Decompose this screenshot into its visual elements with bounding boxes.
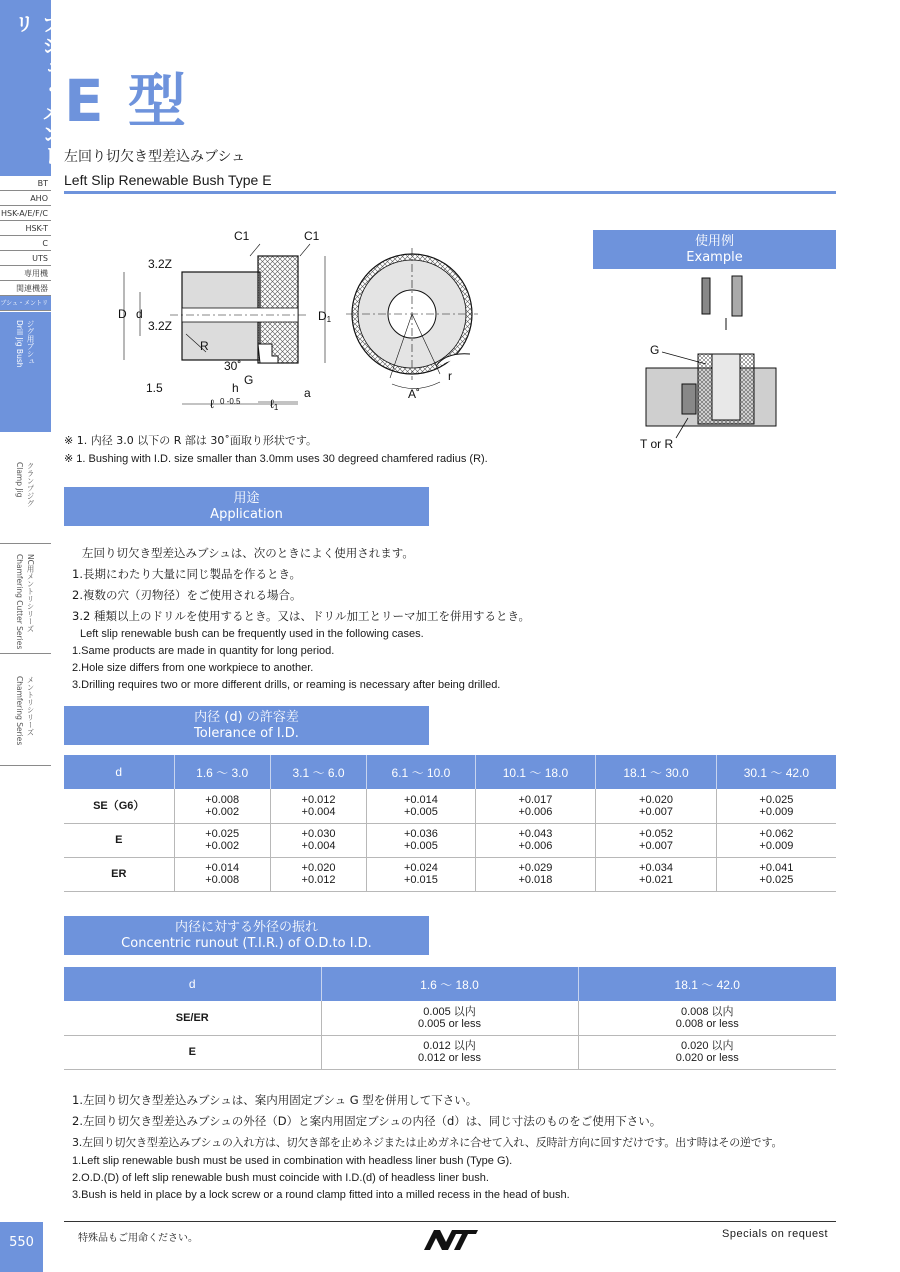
label-c1-right: C1 (304, 229, 320, 243)
sidebar-item-aho[interactable]: AHO (0, 191, 51, 206)
table-cell: +0.041 +0.025 (716, 857, 836, 891)
row-header: SE/ER (64, 1001, 321, 1035)
usage-notes-en (72, 1153, 570, 1204)
table-row (64, 789, 836, 823)
label-roughness-top: 3.2Z (148, 257, 173, 271)
table-cell: +0.017 +0.006 (475, 789, 596, 823)
label-roughness-bottom: 3.2Z (148, 319, 173, 333)
table-cell: +0.025 +0.002 (174, 823, 270, 857)
sidebar-item-hsk-a[interactable]: HSK-A/E/F/C (0, 206, 51, 221)
sidebar-band-label: クランプジグ Clamp Jig (15, 462, 35, 507)
column-header: 1.6 ～ 3.0 (174, 755, 270, 789)
application-text-ja (72, 543, 530, 627)
table-cell: +0.024 +0.015 (367, 857, 475, 891)
usage-example-drawing (636, 272, 786, 457)
note-en: ※ 1. Bushing with I.D. size smaller than 3.0mm uses 30 degreed chamfered radius (R). (64, 453, 488, 465)
application-header (64, 487, 429, 526)
label-l1: ℓ1 (270, 397, 279, 412)
sidebar-item-c[interactable]: C (0, 236, 51, 251)
label-D1: D1 (318, 309, 332, 324)
table-cell: +0.014 +0.008 (174, 857, 270, 891)
application-line: 1.Same products are made in quantity for long period. (72, 645, 335, 657)
page-number: 550 (0, 1222, 43, 1272)
drawing-notes (64, 432, 488, 468)
sidebar-tab[interactable] (0, 0, 61, 176)
row-header: E (64, 823, 174, 857)
application-line: Left slip renewable bush can be frequently used in the following cases. (80, 628, 424, 640)
usage-note-line: 3.Bush is held in place by a lock screw or a round clamp fitted into a milled recess in the head of bush. (72, 1189, 570, 1201)
usage-note-line: 3.左回り切欠き型差込みブシュの入れ方は、切欠き部を止めネジまたは止めガネに合せて入れ、反時計方向に回すだけです。出す時はその逆です。 (72, 1136, 783, 1149)
tolerance-header (64, 706, 429, 745)
table-cell: 0.020 以内 0.020 or less (578, 1035, 836, 1069)
column-header: 10.1 ～ 18.0 (475, 755, 596, 789)
page-title: E 型 (64, 67, 188, 135)
application-line: 2.Hole size differs from one workpiece to another. (72, 662, 314, 674)
label-G: G (244, 373, 254, 387)
column-header: 18.1 ～ 42.0 (578, 967, 836, 1001)
row-header: SE（G6） (64, 789, 174, 823)
table-cell: 0.005 以内 0.005 or less (321, 1001, 578, 1035)
tolerance-title-en: Tolerance of I.D. (194, 726, 299, 741)
sidebar-band-label: ジグ用ブシュ Drill Jig Bush (15, 320, 35, 368)
table-cell: +0.008 +0.002 (174, 789, 270, 823)
application-title-ja: 用途 (233, 491, 260, 506)
nt-logo-icon (420, 1228, 480, 1252)
footer-specials-ja: 特殊品もご用命ください。 (78, 1233, 198, 1244)
table-cell: +0.025 +0.009 (716, 789, 836, 823)
column-header: 3.1 ～ 6.0 (270, 755, 366, 789)
label-h: h (232, 381, 239, 395)
table-header-row (64, 967, 836, 1001)
table-cell: +0.020 +0.012 (270, 857, 366, 891)
footer-rule (64, 1221, 836, 1222)
column-header: d (64, 755, 174, 789)
table-row (64, 857, 836, 891)
sidebar-item-special[interactable]: 専用機 (0, 266, 51, 281)
sidebar-tab-label: ブシュ・メントリ (12, 14, 61, 168)
table-cell: 0.008 以内 0.008 or less (578, 1001, 836, 1035)
label-l: ℓ (210, 397, 214, 411)
sidebar-band-label: メントリシリーズ Chamfering Series (15, 676, 35, 746)
note-ja: ※ 1. 内径 3.0 以下の R 部は 30˚面取り形状です。 (64, 434, 317, 447)
table-row (64, 1001, 836, 1035)
column-header: 6.1 ～ 10.0 (367, 755, 475, 789)
example-label-t-or-r: T or R (640, 437, 674, 451)
table-cell: +0.012 +0.004 (270, 789, 366, 823)
sidebar-item-bush[interactable]: ブシュ・メントリ (0, 296, 51, 311)
sidebar-item-bt[interactable]: BT (0, 176, 51, 191)
tolerance-title-ja: 内径 (d) の許容差 (194, 710, 299, 725)
column-header: 1.6 ～ 18.0 (321, 967, 578, 1001)
label-a: a (304, 386, 311, 400)
application-line: 2.複数の穴（刃物径）をご使用される場合。 (72, 588, 302, 602)
label-c1-left: C1 (234, 229, 250, 243)
label-d: d (136, 307, 143, 321)
row-header: ER (64, 857, 174, 891)
example-title-en: Example (686, 250, 743, 265)
subtitle-ja: 左回り切欠き型差込みブシュ (64, 149, 246, 165)
row-header: E (64, 1035, 321, 1069)
table-cell: +0.029 +0.018 (475, 857, 596, 891)
label-dim-1-5: 1.5 (146, 381, 163, 395)
column-header: 30.1 ～ 42.0 (716, 755, 836, 789)
label-A: A˚ (408, 387, 420, 401)
tolerance-table (64, 755, 836, 892)
usage-notes-ja (72, 1090, 782, 1153)
label-D: D (118, 307, 127, 321)
sidebar-band-nc-chamfering[interactable] (0, 544, 51, 654)
sidebar-band-chamfering[interactable] (0, 654, 51, 766)
column-header: d (64, 967, 321, 1001)
table-cell: +0.034 +0.021 (596, 857, 717, 891)
usage-note-line: 1.Left slip renewable bush must be used in combination with headless liner bush (Type G). (72, 1155, 513, 1167)
table-cell: 0.012 以内 0.012 or less (321, 1035, 578, 1069)
sidebar-band-clamp-jig[interactable] (0, 432, 51, 544)
application-text-en (72, 626, 500, 694)
table-cell: +0.036 +0.005 (367, 823, 475, 857)
bush-drawing (110, 224, 490, 414)
example-title-ja: 使用例 (694, 234, 734, 249)
label-angle: 30˚ (224, 359, 242, 373)
runout-title-ja: 内径に対する外径の振れ (174, 920, 318, 935)
runout-header (64, 916, 429, 955)
column-header: 18.1 ～ 30.0 (596, 755, 717, 789)
table-header-row (64, 755, 836, 789)
runout-title-en: Concentric runout (T.I.R.) of O.D.to I.D. (121, 936, 372, 951)
application-line: 3.Drilling requires two or more different drills, or reaming is necessary after being drilled. (72, 679, 501, 691)
sidebar-item-related[interactable]: 関連機器 (0, 281, 51, 296)
table-cell: +0.043 +0.006 (475, 823, 596, 857)
front-view (346, 248, 478, 389)
sidebar-item-hsk-t[interactable]: HSK-T (0, 221, 51, 236)
footer-specials-en: Specials on request (722, 1228, 829, 1240)
title-rule (64, 191, 836, 194)
table-cell: +0.030 +0.004 (270, 823, 366, 857)
application-line: 3.2 種類以上のドリルを使用するとき。又は、ドリル加工とリーマ加工を併用するとき。 (72, 609, 531, 623)
label-l-tolerance: 0 -0.5 (220, 397, 241, 406)
example-header (593, 230, 836, 269)
label-R: R (200, 339, 209, 353)
table-row (64, 1035, 836, 1069)
sidebar-band-drill-jig-bush[interactable] (0, 312, 51, 432)
usage-note-line: 1.左回り切欠き型差込みブシュは、案内用固定ブシュ G 型を併用して下さい。 (72, 1093, 478, 1107)
table-cell: +0.052 +0.007 (596, 823, 717, 857)
label-r: r (448, 369, 452, 383)
application-line: 左回り切欠き型差込みブシュは、次のときによく使用されます。 (82, 546, 414, 560)
table-row (64, 823, 836, 857)
application-title-en: Application (210, 507, 283, 522)
sidebar-list (0, 176, 51, 311)
table-cell: +0.062 +0.009 (716, 823, 836, 857)
sidebar-item-uts[interactable]: UTS (0, 251, 51, 266)
example-label-G: G (650, 343, 660, 357)
application-line: 1.長期にわたり大量に同じ製品を作るとき。 (72, 567, 302, 581)
subtitle-en: Left Slip Renewable Bush Type E (64, 172, 272, 188)
table-cell: +0.020 +0.007 (596, 789, 717, 823)
runout-table (64, 967, 836, 1070)
table-cell: +0.014 +0.005 (367, 789, 475, 823)
usage-note-line: 2.左回り切欠き型差込みブシュの外径（D）と案内用固定ブシュの内径（d）は、同じ寸法のものをご使用下さい。 (72, 1114, 662, 1128)
sidebar-band-label: NC用メントリシリーズ Chamfering Cutter Series (15, 554, 35, 650)
usage-note-line: 2.O.D.(D) of left slip renewable bush must coincide with I.D.(d) of headless liner bush. (72, 1172, 489, 1184)
